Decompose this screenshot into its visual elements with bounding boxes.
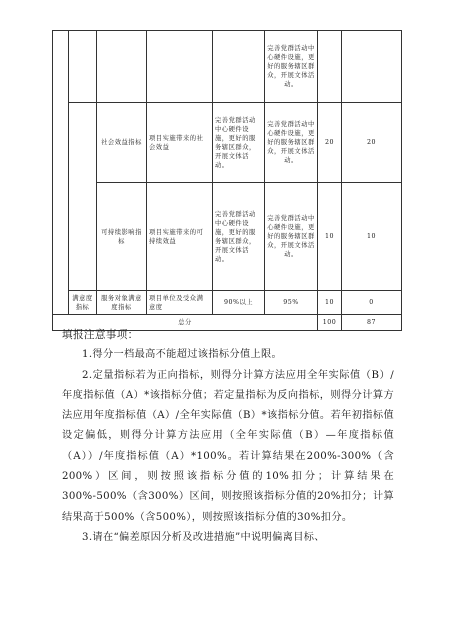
total-score: 87	[342, 315, 402, 331]
actual-cell: 完善党群活动中心硬件设施，更好的服务辖区群众，开展文体活动。	[265, 31, 318, 103]
weight-cell: 10	[318, 291, 342, 315]
category-cell	[53, 31, 69, 315]
notes-heading: 填报注意事项：	[62, 329, 139, 341]
metric-cell: 社会效益指标	[97, 103, 147, 183]
metric-cell: 可持续影响指标	[97, 183, 147, 291]
table-row	[53, 103, 402, 183]
actual-cell: 完善党群活动中心硬件设施，更好的服务辖区群众，开展文体活动。	[265, 183, 318, 291]
total-weight: 100	[318, 315, 342, 331]
description-cell	[147, 31, 213, 103]
target-cell	[213, 31, 265, 103]
note-item: 3.请在“偏差原因分析及改进措施”中说明偏离目标、	[82, 531, 325, 543]
metric-cell	[97, 31, 147, 103]
target-cell: 完善党群活动中心硬件设施，更好的服务辖区群众，开展文体活动。	[213, 103, 265, 183]
subcategory-cell	[69, 31, 97, 103]
target-cell: 90%以上	[213, 291, 265, 315]
note-item: 2.定量指标若为正向指标，则得分计算方法应用全年实际值（B）/年度指标值（A）*该指标分值；若定量指标为反向指标，则得分计算方法应用年度指标值（A）/全年实际值（B）*该指标分值。若年初指标值设定偏低，则得分计算方法应用（全年实际值（B）—年度指标值（A））/年度指标值（A）*100%。若计算结果在200%-300%（含200%）区间，则按照该指标分值的10%扣分；计算结果在300%-500%（含300%）区间，则按照该指标分值的20%扣分；计算结果高于500%（含500%），则按照该指标分值的30%扣分。	[62, 369, 394, 523]
filling-notes	[62, 325, 394, 548]
weight-cell	[318, 31, 342, 103]
performance-score-table	[52, 30, 402, 331]
table-row	[53, 31, 402, 103]
table-row	[53, 183, 402, 291]
actual-cell: 完善党群活动中心硬件设施，更好的服务辖区群众，开展文体活动。	[265, 103, 318, 183]
subcategory-cell	[69, 103, 97, 291]
actual-cell: 95%	[265, 291, 318, 315]
subcategory-cell: 满意度指标	[69, 291, 97, 315]
score-cell	[342, 31, 402, 103]
weight-cell: 10	[318, 183, 342, 291]
description-cell: 项目单位及受众满意度	[147, 291, 213, 315]
total-label: 总分	[53, 315, 318, 331]
note-item: 1.得分一档最高不能超过该指标分值上限。	[82, 349, 283, 361]
score-cell: 20	[342, 103, 402, 183]
target-cell: 完善党群活动中心硬件设施，更好的服务辖区群众，开展文体活动。	[213, 183, 265, 291]
score-cell: 0	[342, 291, 402, 315]
description-cell: 项目实施带来的可持续效益	[147, 183, 213, 291]
table-row	[53, 291, 402, 315]
weight-cell: 20	[318, 103, 342, 183]
metric-cell: 服务对象满意度指标	[97, 291, 147, 315]
score-cell: 10	[342, 183, 402, 291]
description-cell: 项目实施带来的社会效益	[147, 103, 213, 183]
